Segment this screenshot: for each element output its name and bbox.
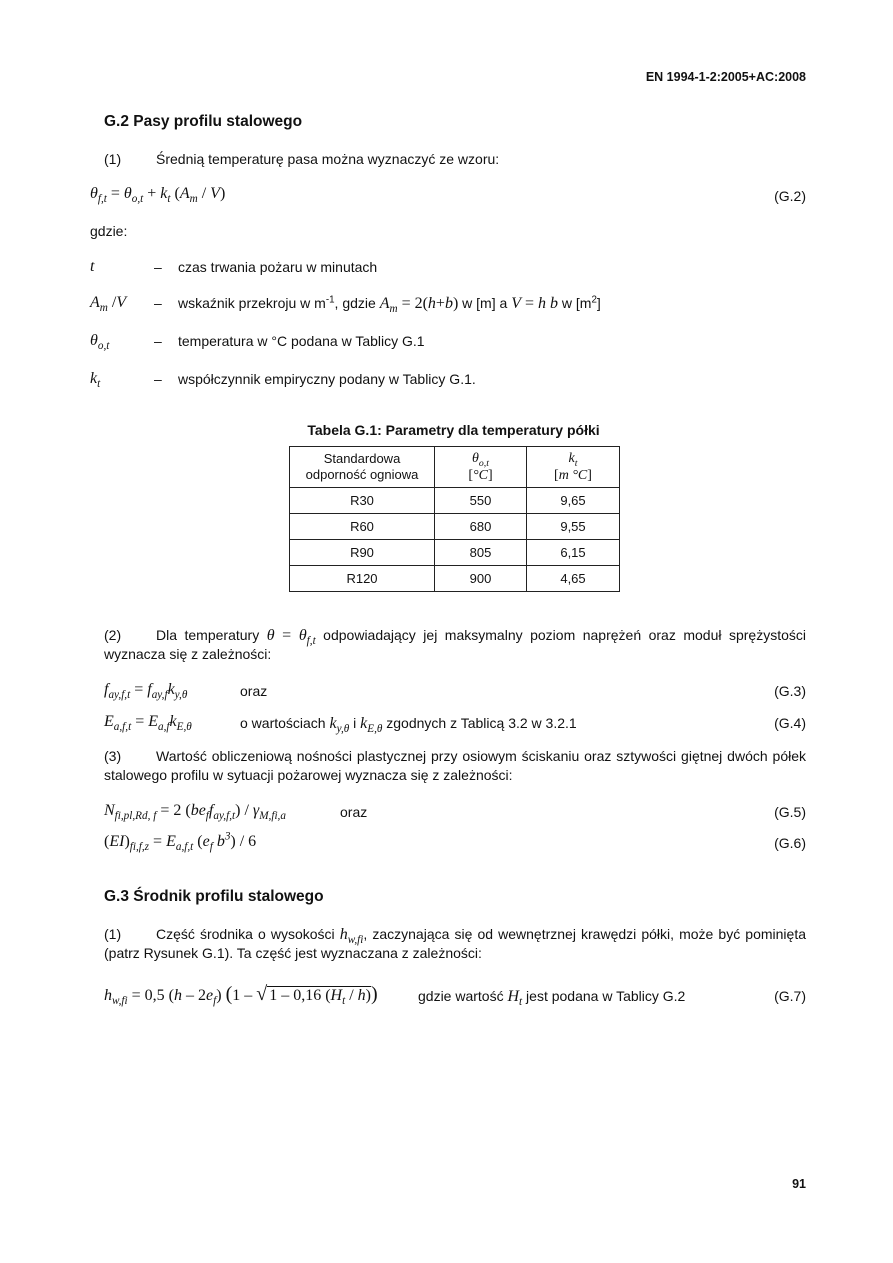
definition-kt: współczynnik empiryczny podany w Tablicy G.1. [178, 371, 476, 387]
where-label: gdzie: [90, 223, 128, 239]
definition-theta-ot: temperatura w °C podana w Tablicy G.1 [178, 333, 425, 349]
g2-paragraph-1 [104, 150, 806, 169]
paragraph-text: Średnią temperaturę pasa można wyznaczyć ze wzoru: [156, 151, 500, 167]
symbol-am-v: $A_m$ /V [90, 294, 127, 315]
equation-number-g4: (G.4) [774, 715, 806, 731]
table-row: R120 900 4,65 [290, 566, 620, 592]
definition-dash: – [154, 295, 162, 311]
g2-paragraph-2: (2) Dla temperatury $\theta = \theta_{f,t}$ odpowiadający jej maksymalny poziom naprężeń oraz moduł sprężystości wyznacza się z zależności: [104, 627, 806, 662]
column-header-kt: $k_t$ [m °C] [527, 447, 620, 488]
definition-am-v: wskaźnik przekroju w $m^{-1}$, gdzie $A_m = 2(h+b)$ w [m] a V = h b w $[m^2]$ [178, 294, 601, 316]
equation-number-g6: (G.6) [774, 835, 806, 851]
paragraph-number: (1) [104, 151, 122, 167]
formula-g4-note: o wartościach $k_{y,\theta}$ i $k_{E,\theta}$ zgodnych z Tablicą 3.2 w 3.2.1 [240, 715, 577, 736]
definition-dash: – [154, 259, 162, 275]
table-row: R30 550 9,65 [290, 488, 620, 514]
definition-dash: – [154, 371, 162, 387]
oraz-label: oraz [240, 683, 268, 699]
column-header-resistance: Standardowa odporność ogniowa [290, 447, 435, 488]
table-row: R60 680 9,55 [290, 514, 620, 540]
equation-number-g5: (G.5) [774, 804, 806, 820]
oraz-label: oraz [340, 804, 368, 820]
table-row: R90 805 6,15 [290, 540, 620, 566]
equation-number-g2: (G.2) [774, 188, 806, 204]
symbol-t: t [90, 258, 95, 275]
formula-g5: $N_{fi,pl,Rd, f} = 2$ $(be_ff_{ay,f,t}) / \gamma_{M,fi,a}$ [104, 802, 286, 823]
page-number: 91 [792, 1177, 806, 1191]
symbol-theta-ot: $\theta_{o,t}$ [90, 332, 110, 353]
symbol-kt: $k_t$ [90, 370, 101, 391]
table-caption: Tabela G.1: Parametry dla temperatury półki [307, 422, 600, 438]
formula-g2: $\theta_{f,t} = \theta_{o,t} + k_t$ $(A_m / V)$ [90, 185, 226, 206]
g3-paragraph-1: (1) Część środnika o wysokości $h_{w,fi}$, zaczynająca się od wewnętrznej krawędzi półki, może być pominięta (patrz Rysunek G.1). Ta część jest wyznaczana z zależności: [104, 926, 806, 961]
definition-t: czas trwania pożaru w minutach [178, 259, 378, 275]
table-g1 [289, 446, 620, 592]
standard-header: EN 1994-1-2:2005+AC:2008 [645, 70, 806, 84]
formula-g3: $f_{ay,f,t} = f_{ay,f}k_{y,\theta}$ [104, 681, 188, 702]
equation-number-g3: (G.3) [774, 683, 806, 699]
section-g3-title: G.3 Środnik profilu stalowego [104, 888, 324, 905]
equation-number-g7: (G.7) [774, 988, 806, 1004]
column-header-theta: $\theta_{o,t}$ [°C] [435, 447, 527, 488]
section-g2-title: G.2 Pasy profilu stalowego [104, 113, 303, 130]
g2-paragraph-3: (3) Wartość obliczeniową nośności plastycznej przy osiowym ściskaniu oraz sztywości giętnej dwóch półek stalowego profilu w sytuacji pożarowej wyznacza się z zależności: [104, 748, 806, 783]
definition-dash: – [154, 333, 162, 349]
formula-g7-note: gdzie wartość $H_t$ jest podana w Tablicy G.2 [418, 988, 686, 1009]
table-header-row [290, 447, 620, 488]
formula-g6: $(EI)_{fi,f,z} = E_{a,f,t}$ ($e_f$ $b^3) / 6$ [104, 830, 257, 854]
formula-g4: $E_{a,f,t} = E_{a,f}k_{E,\theta}$ [104, 713, 192, 734]
formula-g7: $h_{w,fi} = 0,5$ $(h - 2e_f)$ (1 – √ 1 – 0,16 $(H_t / h)$) [104, 983, 378, 1008]
